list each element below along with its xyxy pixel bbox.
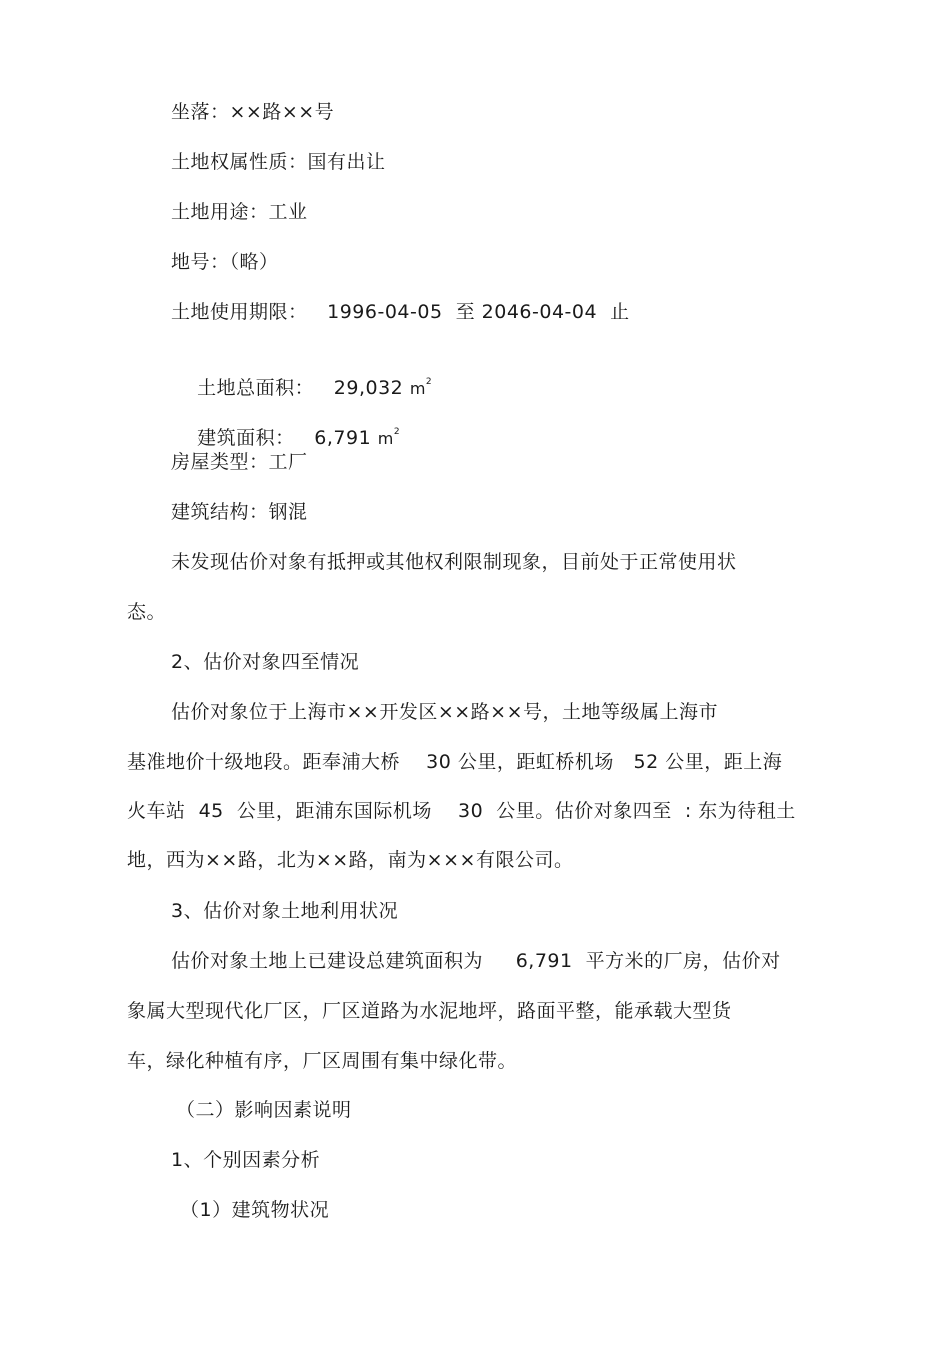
total-land-area-text: 土地总面积： 29,032: [197, 377, 410, 399]
area-unit: m: [409, 379, 426, 398]
section-heading: （二）影响因素说明: [176, 1099, 352, 1121]
paragraph-line: 估价对象土地上已建设总建筑面积为 6,791 平方米的厂房，估价对: [171, 950, 781, 972]
land-ownership-line: 土地权属性质：国有出让: [171, 151, 386, 173]
paragraph-line: 基准地价十级地段。距奉浦大桥 30 公里，距虹桥机场 52 公里，距上海: [127, 751, 783, 773]
area-unit-superscript: 2: [425, 377, 433, 387]
building-type-line: 房屋类型：工厂: [171, 451, 308, 473]
land-use-line: 土地用途：工业: [171, 201, 308, 223]
location-line: 坐落：××路××号: [171, 101, 335, 123]
paragraph-line: 估价对象位于上海市××开发区××路××号，土地等级属上海市: [171, 701, 719, 723]
section-heading: 1、个别因素分析: [171, 1149, 321, 1171]
building-structure-line: 建筑结构：钢混: [171, 501, 308, 523]
paragraph-line: 未发现估价对象有抵押或其他权利限制现象，目前处于正常使用状: [171, 551, 737, 573]
paragraph-line: 态。: [127, 601, 167, 623]
paragraph-line: 火车站 45 公里，距浦东国际机场 30 公里。估价对象四至 : 东为待租土: [127, 800, 796, 822]
area-unit: m: [377, 429, 394, 448]
area-unit-superscript: 2: [393, 427, 401, 437]
paragraph-line: 象属大型现代化厂区，厂区道路为水泥地坪，路面平整，能承载大型货: [127, 1000, 732, 1022]
lot-number-line: 地号：（略）: [171, 251, 279, 273]
paragraph-line: 车，绿化种植有序，厂区周围有集中绿化带。: [127, 1050, 518, 1072]
paragraph-line: 地，西为××路，北为××路，南为×××有限公司。: [127, 849, 574, 871]
section-heading: 3、估价对象土地利用状况: [171, 900, 399, 922]
building-area-text: 建筑面积： 6,791: [197, 427, 378, 449]
section-heading: 2、估价对象四至情况: [171, 651, 360, 673]
section-heading: （1）建筑物状况: [180, 1199, 330, 1221]
land-term-line: 土地使用期限： 1996-04-05 至 2046-04-04 止: [171, 301, 630, 323]
